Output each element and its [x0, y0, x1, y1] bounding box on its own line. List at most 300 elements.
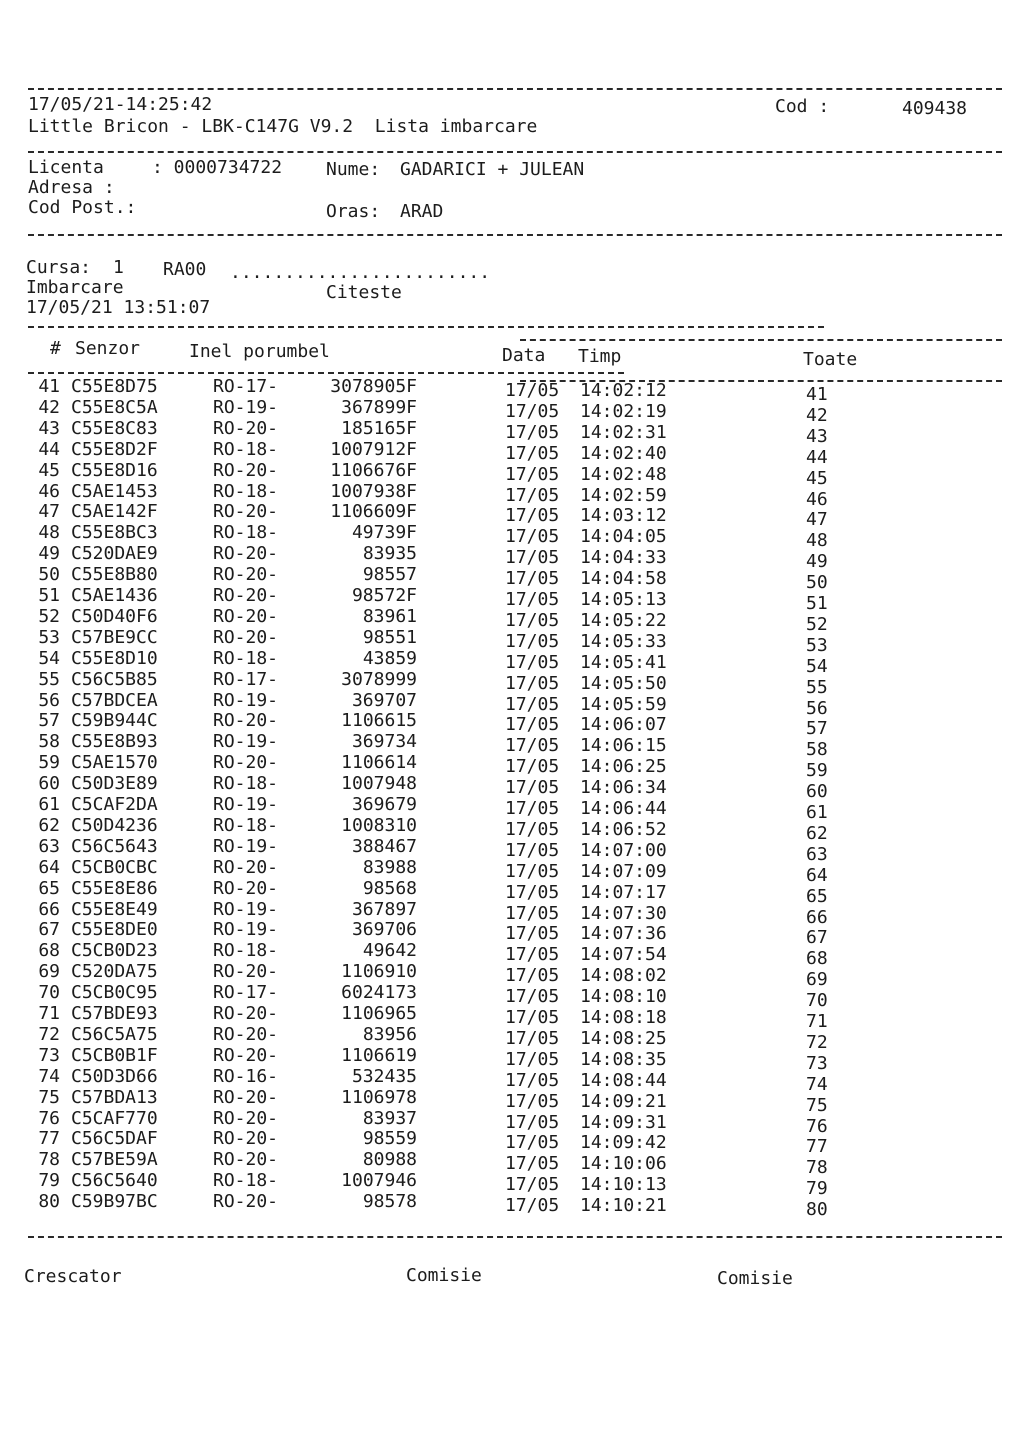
row-number: 62	[38, 814, 60, 836]
row-ring-prefix: RO-18-	[213, 438, 279, 460]
race-dots: ........................	[230, 262, 491, 283]
table-row	[0, 522, 1024, 552]
row-number: 57	[38, 710, 60, 732]
row-toate: 80	[806, 1199, 828, 1221]
table-row	[0, 814, 1024, 844]
row-number: 75	[38, 1086, 60, 1108]
row-date: 17/05	[505, 1195, 560, 1217]
table-row	[0, 626, 1024, 656]
row-date: 17/05	[505, 672, 560, 694]
row-time: 14:08:25	[580, 1027, 667, 1049]
row-date: 17/05	[505, 902, 560, 924]
table-row	[0, 1107, 1024, 1137]
row-toate: 56	[806, 697, 828, 719]
row-date: 17/05	[505, 965, 560, 987]
row-date: 17/05	[505, 380, 560, 401]
row-ring-number: 98551	[362, 626, 417, 648]
row-toate: 51	[806, 593, 828, 614]
row-senzor: C50D40F6	[71, 605, 158, 627]
row-ring-prefix: RO-20-	[213, 1149, 279, 1171]
row-time: 14:07:17	[580, 881, 667, 903]
row-ring-prefix: RO-20-	[213, 877, 279, 899]
row-date: 17/05	[505, 505, 560, 527]
row-number: 76	[38, 1107, 60, 1129]
row-ring-prefix: RO-20-	[213, 710, 279, 732]
row-toate: 58	[806, 739, 828, 761]
row-time: 14:02:48	[580, 463, 667, 485]
row-time: 14:06:44	[580, 798, 667, 819]
row-toate: 76	[806, 1115, 828, 1137]
row-ring-number: 98557	[362, 564, 417, 586]
row-time: 14:06:52	[580, 818, 667, 840]
row-date: 17/05	[505, 777, 560, 799]
row-ring-number: 83961	[362, 605, 417, 627]
row-date: 17/05	[505, 798, 560, 819]
row-toate: 41	[806, 384, 828, 405]
row-number: 41	[38, 376, 60, 397]
row-senzor: C5CB0CBC	[71, 856, 158, 878]
row-senzor: C57BE9CC	[71, 626, 158, 648]
row-number: 63	[38, 835, 60, 857]
row-number: 44	[38, 438, 60, 460]
row-senzor: C55E8D16	[71, 459, 158, 481]
row-senzor: C56C5A75	[71, 1023, 158, 1045]
row-date: 17/05	[505, 609, 560, 631]
row-toate: 55	[806, 676, 828, 698]
row-date: 17/05	[505, 1132, 560, 1154]
row-senzor: C55E8E86	[71, 877, 158, 899]
row-senzor: C55E8C83	[71, 417, 158, 439]
row-toate: 70	[806, 990, 828, 1012]
row-ring-number: 1106619	[341, 1044, 417, 1066]
row-toate: 66	[806, 906, 828, 928]
row-number: 58	[38, 731, 60, 753]
row-number: 73	[38, 1044, 60, 1066]
separator-bottom	[28, 1236, 1002, 1238]
licenta-label: Licenta	[28, 157, 104, 178]
row-time: 14:04:58	[580, 568, 667, 590]
row-date: 17/05	[505, 1174, 560, 1196]
row-number: 46	[38, 480, 60, 502]
row-time: 14:05:33	[580, 630, 667, 652]
row-toate: 67	[806, 927, 828, 949]
row-date: 17/05	[505, 1007, 560, 1028]
row-senzor: C5AE142F	[71, 501, 158, 523]
row-ring-prefix: RO-18-	[213, 522, 279, 544]
row-time: 14:02:59	[580, 484, 667, 506]
row-time: 14:07:00	[580, 839, 667, 861]
row-date: 17/05	[505, 818, 560, 840]
table-row	[0, 480, 1024, 510]
nume-label: Nume:	[326, 159, 381, 180]
row-senzor: C5AE1570	[71, 752, 158, 774]
table-row	[0, 438, 1024, 468]
row-toate: 49	[806, 551, 828, 573]
row-toate: 52	[806, 613, 828, 635]
row-ring-number: 1007948	[341, 773, 417, 795]
crescator-signature-label: Crescator	[24, 1266, 122, 1287]
cod-value: 409438	[902, 98, 968, 119]
row-number: 42	[38, 396, 60, 418]
row-toate: 42	[806, 404, 828, 426]
table-row	[0, 1128, 1024, 1158]
row-toate: 46	[806, 488, 828, 510]
row-ring-prefix: RO-18-	[213, 647, 279, 669]
row-number: 64	[38, 856, 60, 878]
row-ring-prefix: RO-19-	[213, 689, 279, 711]
row-ring-prefix: RO-19-	[213, 794, 279, 815]
row-ring-prefix: RO-18-	[213, 480, 279, 502]
row-ring-number: 83937	[362, 1107, 417, 1129]
table-row	[0, 877, 1024, 907]
print-datetime: 17/05/21-14:25:42	[28, 94, 213, 115]
row-senzor: C55E8E49	[71, 898, 158, 920]
row-number: 72	[38, 1023, 60, 1045]
row-senzor: C55E8C5A	[71, 396, 158, 418]
row-senzor: C5AE1436	[71, 585, 158, 606]
table-row	[0, 919, 1024, 949]
row-ring-number: 367899F	[341, 396, 417, 418]
table-row	[0, 1023, 1024, 1053]
table-row	[0, 752, 1024, 782]
row-time: 14:10:06	[580, 1153, 667, 1175]
cursa-label: Cursa:	[26, 257, 92, 278]
row-ring-prefix: RO-18-	[213, 814, 279, 836]
row-toate: 43	[806, 425, 828, 447]
row-ring-number: 83935	[362, 543, 417, 565]
row-date: 17/05	[505, 568, 560, 590]
nume-value: GADARICI + JULEAN	[400, 159, 585, 180]
row-date: 17/05	[505, 693, 560, 715]
row-ring-number: 367897	[351, 898, 417, 920]
row-ring-prefix: RO-20-	[213, 501, 279, 523]
row-time: 14:06:07	[580, 714, 667, 736]
row-ring-number: 1007912F	[330, 438, 417, 460]
table-row	[0, 1170, 1024, 1200]
row-ring-prefix: RO-19-	[213, 898, 279, 920]
row-senzor: C57BDE93	[71, 1003, 158, 1024]
row-date: 17/05	[505, 630, 560, 652]
table-row	[0, 1044, 1024, 1074]
cod-label: Cod :	[775, 96, 830, 117]
row-toate: 57	[806, 718, 828, 740]
row-date: 17/05	[505, 1048, 560, 1070]
row-toate: 53	[806, 634, 828, 656]
table-row	[0, 710, 1024, 740]
table-row	[0, 1149, 1024, 1179]
oras-value: ARAD	[400, 201, 444, 222]
row-number: 56	[38, 689, 60, 711]
row-number: 79	[38, 1170, 60, 1192]
row-time: 14:05:41	[580, 651, 667, 673]
row-senzor: C59B944C	[71, 710, 158, 732]
row-ring-prefix: RO-19-	[213, 835, 279, 857]
row-number: 78	[38, 1149, 60, 1171]
row-time: 14:03:12	[580, 505, 667, 527]
row-toate: 68	[806, 948, 828, 970]
row-toate: 44	[806, 446, 828, 468]
table-row	[0, 459, 1024, 489]
table-row	[0, 898, 1024, 928]
row-number: 43	[38, 417, 60, 439]
row-number: 52	[38, 605, 60, 627]
row-date: 17/05	[505, 1153, 560, 1175]
row-number: 51	[38, 585, 60, 606]
row-date: 17/05	[505, 421, 560, 443]
row-senzor: C59B97BC	[71, 1191, 158, 1213]
row-number: 53	[38, 626, 60, 648]
adresa-label: Adresa :	[28, 177, 115, 198]
table-row	[0, 731, 1024, 761]
row-ring-number: 1106910	[341, 961, 417, 983]
row-ring-prefix: RO-20-	[213, 585, 279, 606]
row-ring-number: 1106676F	[330, 459, 417, 481]
row-senzor: C520DA75	[71, 961, 158, 983]
row-ring-number: 98572F	[351, 585, 417, 606]
table-row	[0, 982, 1024, 1012]
row-toate: 61	[806, 802, 828, 823]
row-toate: 77	[806, 1136, 828, 1158]
row-time: 14:02:40	[580, 442, 667, 464]
row-ring-prefix: RO-20-	[213, 543, 279, 565]
row-ring-prefix: RO-17-	[213, 982, 279, 1004]
row-toate: 75	[806, 1094, 828, 1116]
row-date: 17/05	[505, 484, 560, 506]
row-ring-prefix: RO-19-	[213, 919, 279, 941]
row-date: 17/05	[505, 986, 560, 1008]
row-number: 50	[38, 564, 60, 586]
row-number: 59	[38, 752, 60, 774]
row-ring-number: 43859	[362, 647, 417, 669]
comisie-signature-label-1: Comisie	[406, 1265, 482, 1286]
row-time: 14:02:19	[580, 400, 667, 422]
row-time: 14:07:54	[580, 944, 667, 966]
row-date: 17/05	[505, 1111, 560, 1133]
col-header-data: Data	[502, 345, 546, 366]
row-ring-prefix: RO-20-	[213, 1107, 279, 1129]
row-time: 14:08:10	[580, 986, 667, 1008]
row-senzor: C55E8DE0	[71, 919, 158, 941]
row-toate: 78	[806, 1157, 828, 1179]
table-row	[0, 605, 1024, 635]
row-ring-number: 6024173	[341, 982, 417, 1004]
row-time: 14:06:15	[580, 735, 667, 757]
row-ring-number: 185165F	[341, 417, 417, 439]
row-time: 14:05:50	[580, 672, 667, 694]
row-toate: 59	[806, 760, 828, 782]
separator-header	[28, 151, 1002, 153]
row-ring-number: 369679	[351, 794, 417, 815]
row-number: 45	[38, 459, 60, 481]
row-ring-number: 49642	[362, 940, 417, 962]
row-date: 17/05	[505, 923, 560, 945]
row-date: 17/05	[505, 1090, 560, 1112]
row-senzor: C56C5DAF	[71, 1128, 158, 1150]
row-time: 14:10:21	[580, 1195, 667, 1217]
separator-owner	[28, 234, 1002, 236]
row-number: 71	[38, 1003, 60, 1024]
row-date: 17/05	[505, 839, 560, 861]
row-ring-number: 1106614	[341, 752, 417, 774]
table-row	[0, 835, 1024, 865]
row-ring-number: 369707	[351, 689, 417, 711]
row-date: 17/05	[505, 547, 560, 569]
row-ring-prefix: RO-19-	[213, 731, 279, 753]
col-header-timp: Timp	[578, 346, 622, 367]
row-time: 14:08:44	[580, 1069, 667, 1091]
row-senzor: C520DAE9	[71, 543, 158, 565]
row-time: 14:09:21	[580, 1090, 667, 1112]
row-ring-number: 98559	[362, 1128, 417, 1150]
row-toate: 73	[806, 1052, 828, 1074]
row-ring-prefix: RO-19-	[213, 396, 279, 418]
row-number: 66	[38, 898, 60, 920]
row-date: 17/05	[505, 442, 560, 464]
row-date: 17/05	[505, 651, 560, 673]
row-ring-number: 98578	[362, 1191, 417, 1213]
row-ring-prefix: RO-16-	[213, 1065, 279, 1087]
row-ring-prefix: RO-20-	[213, 1128, 279, 1150]
row-toate: 79	[806, 1178, 828, 1200]
table-row	[0, 668, 1024, 698]
col-header-toate: Toate	[803, 349, 858, 370]
row-senzor: C50D4236	[71, 814, 158, 836]
row-ring-number: 1106965	[341, 1003, 417, 1024]
row-date: 17/05	[505, 463, 560, 485]
row-toate: 62	[806, 822, 828, 844]
row-ring-number: 388467	[351, 835, 417, 857]
row-senzor: C56C5B85	[71, 668, 158, 690]
row-ring-prefix: RO-20-	[213, 564, 279, 586]
row-ring-prefix: RO-20-	[213, 1044, 279, 1066]
row-ring-prefix: RO-20-	[213, 605, 279, 627]
row-toate: 48	[806, 530, 828, 552]
row-ring-number: 369706	[351, 919, 417, 941]
table-row	[0, 856, 1024, 886]
row-toate: 50	[806, 572, 828, 594]
row-senzor: C57BDCEA	[71, 689, 158, 711]
row-number: 60	[38, 773, 60, 795]
row-ring-prefix: RO-17-	[213, 668, 279, 690]
cod-post-label: Cod Post.:	[28, 197, 137, 218]
row-ring-prefix: RO-18-	[213, 940, 279, 962]
row-toate: 74	[806, 1073, 828, 1095]
row-number: 67	[38, 919, 60, 941]
row-ring-number: 80988	[362, 1149, 417, 1171]
row-ring-number: 83988	[362, 856, 417, 878]
row-senzor: C55E8D2F	[71, 438, 158, 460]
row-time: 14:08:02	[580, 965, 667, 987]
row-time: 14:04:05	[580, 526, 667, 548]
row-ring-number: 532435	[351, 1065, 417, 1087]
row-date: 17/05	[505, 526, 560, 548]
row-date: 17/05	[505, 1069, 560, 1091]
row-date: 17/05	[505, 735, 560, 757]
row-date: 17/05	[505, 714, 560, 736]
citeste-label: Citeste	[326, 282, 402, 303]
row-number: 68	[38, 940, 60, 962]
row-senzor: C57BDA13	[71, 1086, 158, 1108]
row-ring-prefix: RO-20-	[213, 961, 279, 983]
row-senzor: C5CAF770	[71, 1107, 158, 1129]
row-time: 14:09:42	[580, 1132, 667, 1154]
row-toate: 72	[806, 1031, 828, 1053]
row-time: 14:06:34	[580, 777, 667, 799]
row-time: 14:08:35	[580, 1048, 667, 1070]
row-ring-number: 1106609F	[330, 501, 417, 523]
row-toate: 60	[806, 781, 828, 803]
row-ring-prefix: RO-20-	[213, 459, 279, 481]
row-date: 17/05	[505, 589, 560, 610]
row-ring-prefix: RO-20-	[213, 1086, 279, 1108]
row-time: 14:07:09	[580, 860, 667, 882]
table-row	[0, 647, 1024, 677]
table-row	[0, 585, 1024, 614]
row-senzor: C55E8D10	[71, 647, 158, 669]
col-header-nr: #	[50, 338, 61, 359]
row-ring-number: 49739F	[351, 522, 417, 544]
row-number: 69	[38, 961, 60, 983]
row-ring-number: 1007938F	[330, 480, 417, 502]
table-row	[0, 376, 1024, 405]
table-row	[0, 689, 1024, 719]
row-time: 14:06:25	[580, 756, 667, 778]
row-time: 14:05:22	[580, 609, 667, 631]
row-time: 14:07:36	[580, 923, 667, 945]
row-ring-number: 1106978	[341, 1086, 417, 1108]
row-ring-prefix: RO-17-	[213, 376, 279, 397]
row-date: 17/05	[505, 400, 560, 422]
row-senzor: C5CB0D23	[71, 940, 158, 962]
row-time: 14:04:33	[580, 547, 667, 569]
table-row	[0, 543, 1024, 573]
row-number: 70	[38, 982, 60, 1004]
separator-race-right	[520, 339, 1002, 341]
table-row	[0, 961, 1024, 991]
oras-label: Oras:	[326, 201, 381, 222]
row-ring-number: 83956	[362, 1023, 417, 1045]
row-number: 65	[38, 877, 60, 899]
row-ring-number: 3078999	[341, 668, 417, 690]
row-senzor: C57BE59A	[71, 1149, 158, 1171]
row-ring-number: 369734	[351, 731, 417, 753]
row-ring-prefix: RO-20-	[213, 1003, 279, 1024]
row-senzor: C50D3D66	[71, 1065, 158, 1087]
row-senzor: C5AE1453	[71, 480, 158, 502]
table-row	[0, 396, 1024, 426]
imbarcare-datetime: 17/05/21 13:51:07	[26, 297, 211, 318]
separator-table-header	[28, 372, 624, 374]
row-senzor: C56C5643	[71, 835, 158, 857]
row-date: 17/05	[505, 1027, 560, 1049]
row-toate: 64	[806, 864, 828, 886]
row-date: 17/05	[505, 881, 560, 903]
document-title: Little Bricon - LBK-C147G V9.2 Lista imbarcare	[28, 116, 538, 137]
row-date: 17/05	[505, 756, 560, 778]
row-number: 55	[38, 668, 60, 690]
row-senzor: C55E8D75	[71, 376, 158, 397]
row-ring-prefix: RO-18-	[213, 773, 279, 795]
row-toate: 54	[806, 655, 828, 677]
row-ring-prefix: RO-18-	[213, 1170, 279, 1192]
row-ring-prefix: RO-20-	[213, 1191, 279, 1213]
comisie-signature-label-2: Comisie	[717, 1268, 793, 1289]
row-ring-number: 1008310	[341, 814, 417, 836]
table-row	[0, 564, 1024, 594]
licenta-value: : 0000734722	[152, 157, 283, 178]
table-row	[0, 1191, 1024, 1221]
row-number: 74	[38, 1065, 60, 1087]
